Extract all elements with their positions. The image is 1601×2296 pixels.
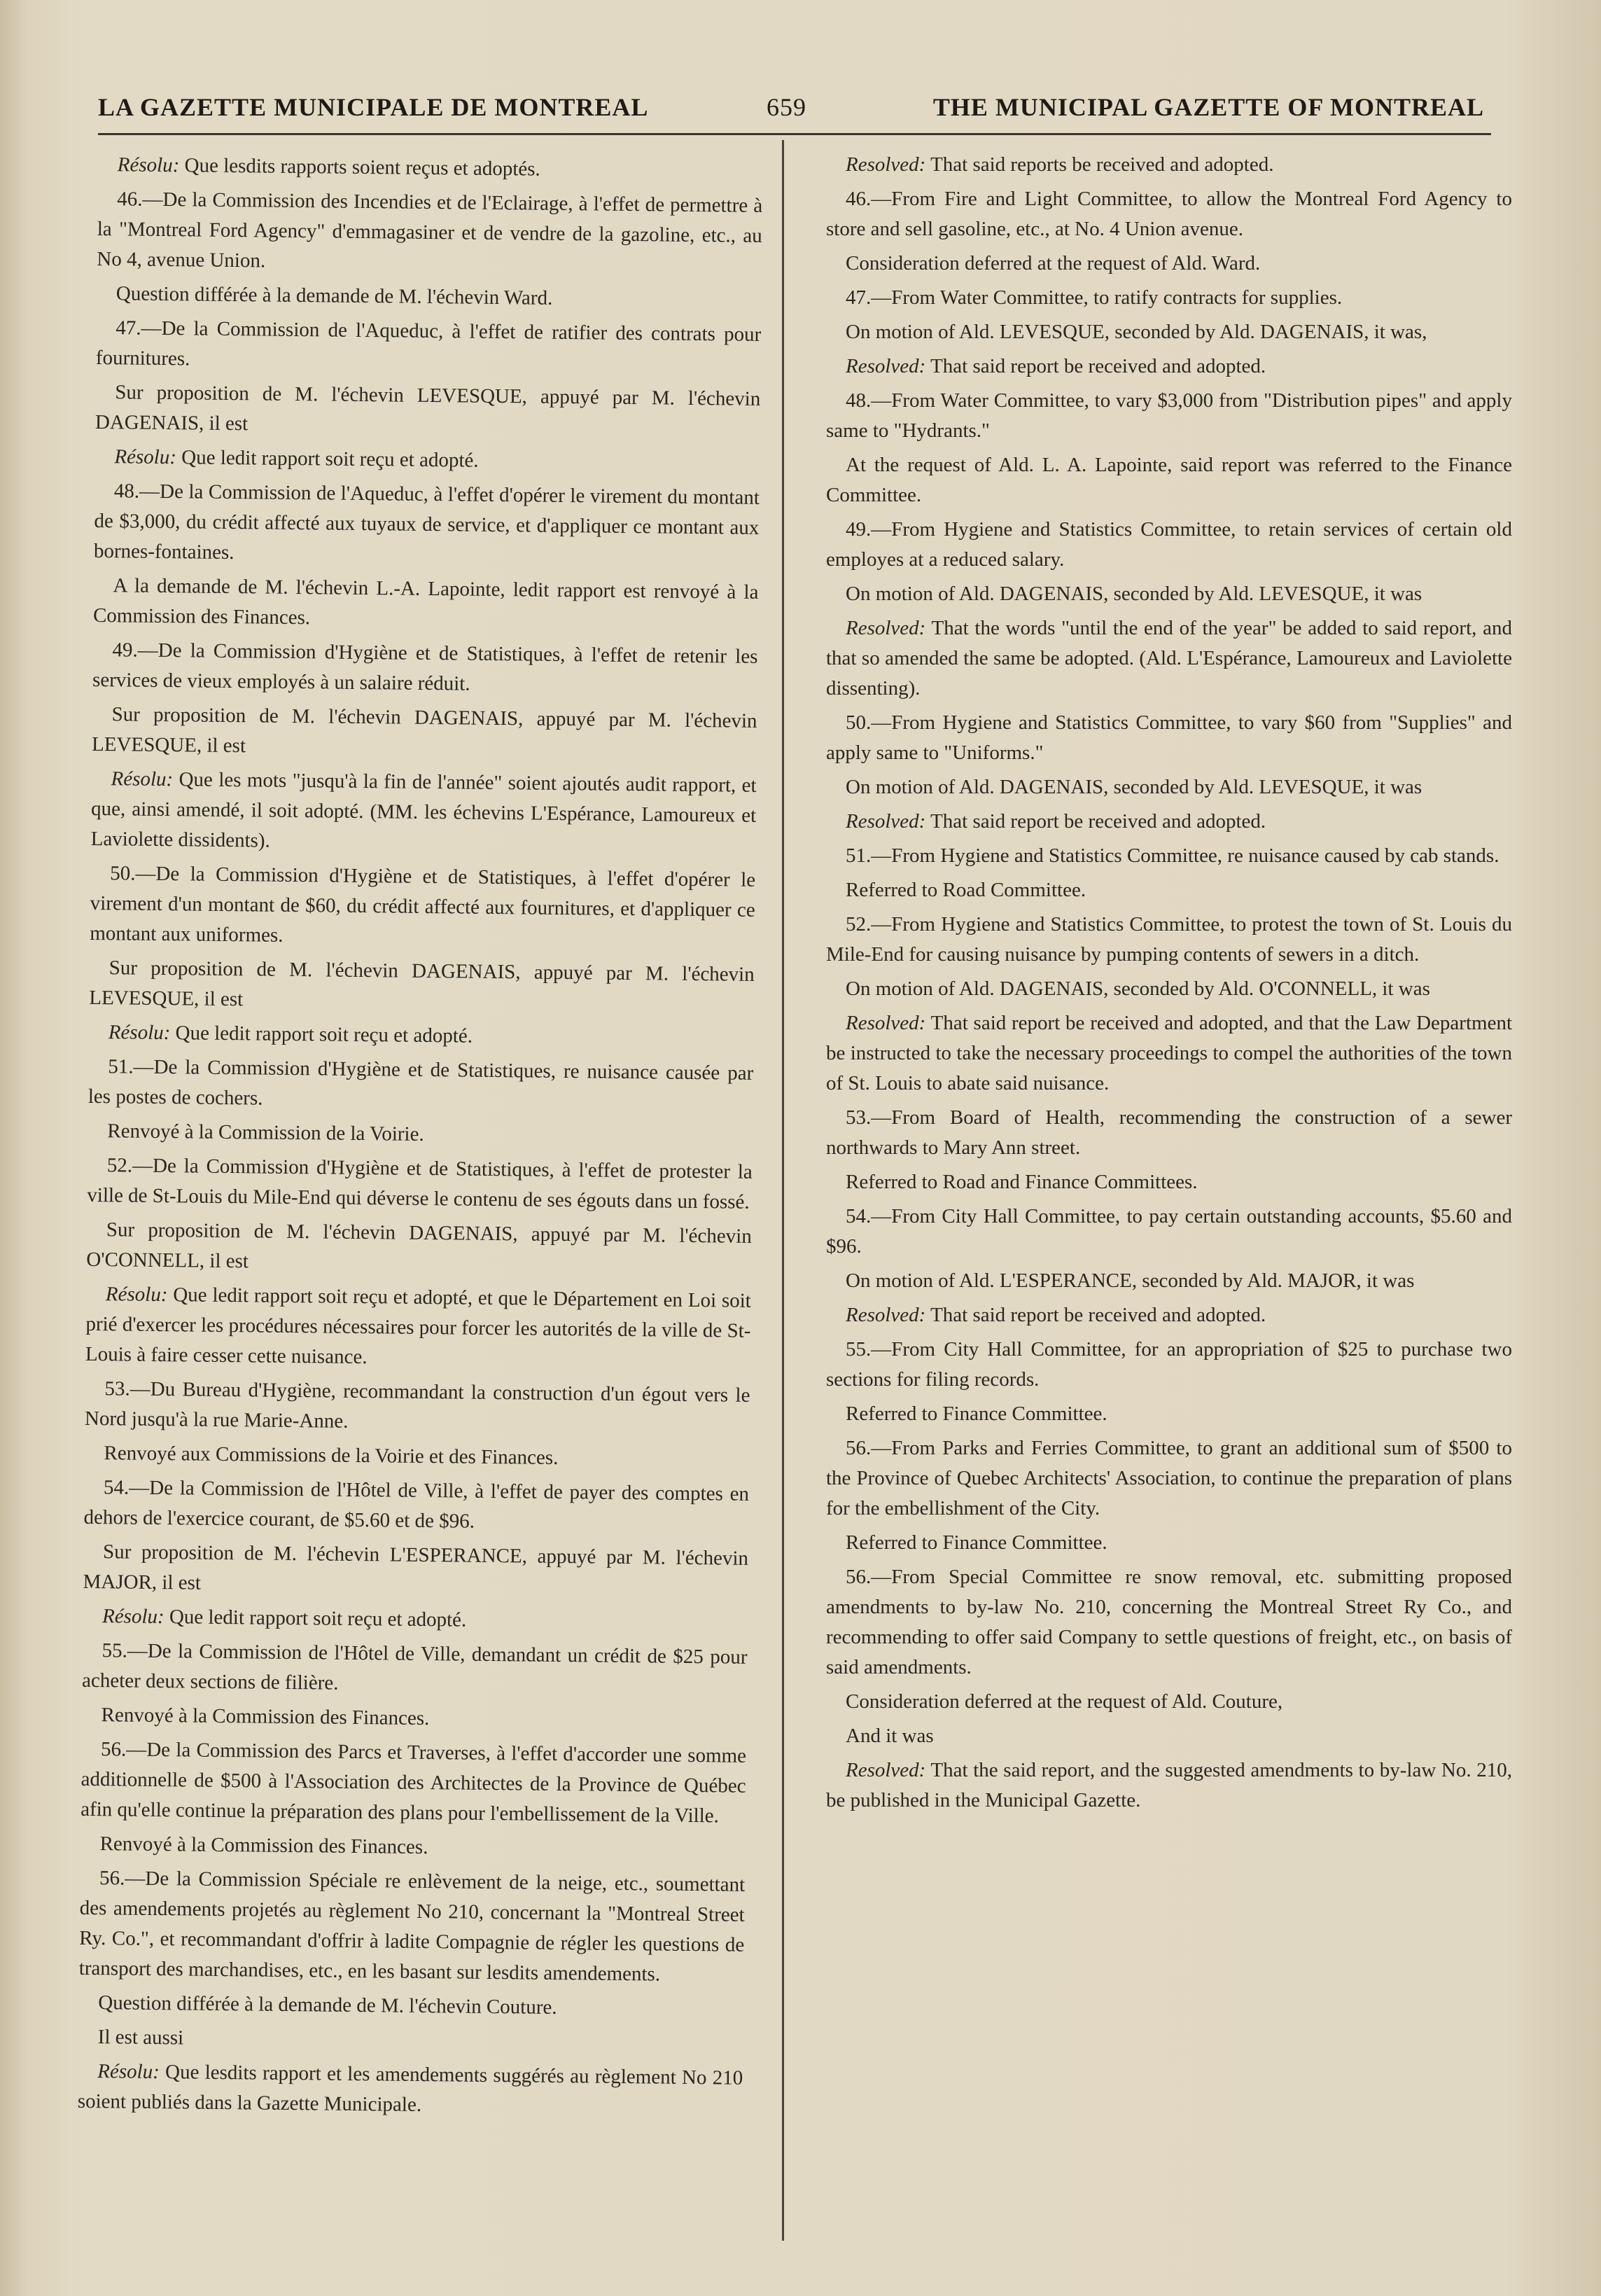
paragraph-text: 54.—De la Commission de l'Hôtel de Ville, à l'effet de payer des comptes en dehors de l'exercice courant, de $5.60 et de $96.: [83, 1476, 750, 1533]
header-rule: [98, 133, 1491, 135]
paragraph: [826, 317, 1512, 347]
paragraph: [95, 442, 760, 479]
resolution-label: Résolu:: [102, 1605, 165, 1629]
page-number: 659: [767, 93, 806, 121]
paragraph-text: Question différée à la demande de M. l'échevin Ward.: [116, 282, 553, 309]
paragraph-text: 54.—From City Hall Committee, to pay certain outstanding accounts, $5.60 and $96.: [826, 1205, 1512, 1258]
paragraph: [83, 1473, 749, 1540]
english-column: [826, 150, 1512, 1820]
paragraph: [826, 184, 1512, 244]
paragraph: [826, 1266, 1512, 1296]
paragraph: [826, 150, 1512, 180]
paragraph: [86, 1215, 752, 1282]
resolution-label: Résolu:: [97, 2060, 160, 2084]
resolution-label: Résolu:: [108, 1021, 171, 1045]
paragraph: [826, 1202, 1512, 1262]
paragraph-text: Que ledit rapport soit reçu et adopté.: [175, 1022, 473, 1048]
paragraph-text: Question différée à la demande de M. l'échevin Couture.: [98, 1991, 557, 2019]
paragraph: [97, 184, 762, 281]
paragraph: [826, 450, 1512, 510]
paragraph-text: That said report be received and adopted.: [930, 355, 1266, 377]
resolution-label: Resolved:: [846, 355, 926, 377]
paragraph: [93, 571, 759, 638]
paragraph-text: 53.—Du Bureau d'Hygiène, recommandant la construction d'un égout vers le Nord jusqu'à la rue Marie-Anne.: [84, 1377, 750, 1433]
paragraph-text: 47.—De la Commission de l'Aqueduc, à l'effet de ratifier des contrats pour fournitures.: [95, 316, 762, 370]
resolution-label: Resolved:: [846, 1304, 926, 1326]
paragraph: [826, 1721, 1512, 1751]
column-divider: [782, 140, 784, 2241]
paragraph-text: 48.—From Water Committee, to vary $3,000 from "Distribution pipes" and apply same to "Hydrants.": [826, 389, 1512, 442]
paragraph-text: That said report be received and adopted.: [930, 810, 1266, 833]
resolution-label: Resolved:: [846, 1012, 926, 1034]
paragraph-text: 50.—De la Commission d'Hygiène et de Statistiques, à l'effet d'opérer le virement d'un montant de $60, du crédit affecté aux fournitures, et d'appliquer ce montant aux uniformes.: [90, 862, 756, 947]
resolution-label: Resolved:: [846, 617, 926, 639]
paragraph-text: 53.—From Board of Health, recommending the construction of a sewer northwards to Mary Ann street.: [826, 1106, 1512, 1159]
paragraph: [826, 249, 1512, 279]
paragraph-text: 46.—From Fire and Light Committee, to allow the Montreal Ford Agency to store and sell gasoline, etc., at No. 4 Union avenue.: [826, 188, 1512, 240]
paragraph-text: 48.—De la Commission de l'Aqueduc, à l'effet d'opérer le virement du montant de $3,000, du crédit affecté aux tuyaux de service, et d'appliquer ce montant aux bornes-fontaines.: [93, 480, 760, 564]
paragraph: [826, 1755, 1512, 1816]
paragraph: [88, 1116, 753, 1153]
paragraph-text: Consideration deferred at the request of Ald. Couture,: [846, 1690, 1283, 1713]
paragraph: [89, 1017, 754, 1055]
paragraph: [826, 708, 1512, 768]
paragraph: [78, 2022, 743, 2059]
paragraph-text: 56.—From Special Committee re snow removal, etc. submitting proposed amendments to by-law No. 210, concerning the Montreal Street Ry Co., and recommending to offer said Company to settle questions of freight, etc., on basis of said amendments.: [826, 1566, 1512, 1678]
paragraph: [98, 150, 763, 187]
paragraph-text: Sur proposition de M. l'échevin LEVESQUE, appuyé par M. l'échevin DAGENAIS, il est: [95, 381, 761, 436]
paragraph-text: Que ledit rapport soit reçu et adopté, et que le Département en Loi soit prié d'exercer les procédures nécessaires pour forcer les autorités de la ville de St-Louis à faire cesser cette nuisance.: [85, 1283, 752, 1369]
paragraph: [94, 476, 760, 573]
paragraph-text: Que ledit rapport soit reçu et adopté.: [169, 1606, 467, 1631]
paragraph-text: Consideration deferred at the request of Ald. Ward.: [846, 252, 1261, 274]
paragraph: [78, 2057, 743, 2124]
paragraph-text: 51.—De la Commission d'Hygiène et de Statistiques, re nuisance causée par les postes de cochers.: [88, 1055, 754, 1110]
paragraph-text: 52.—From Hygiene and Statistics Committee, to protest the town of St. Louis du Mile-End for causing nuisance by pumping contents of sewers in a ditch.: [826, 913, 1512, 966]
paragraph: [89, 953, 755, 1020]
paragraph-text: 46.—De la Commission des Incendies et de l'Eclairage, à l'effet de permettre à la "Montreal Ford Agency" d'emmagasiner et de vendre de la gazoline, etc., au No 4, avenue Union.: [97, 188, 763, 272]
paragraph-text: 49.—De la Commission d'Hygiène et de Statistiques, à l'effet de retenir les services de vieux employés à un salaire réduit.: [92, 639, 758, 695]
header-english-title: THE MUNICIPAL GAZETTE OF MONTREAL: [932, 93, 1484, 121]
paragraph-text: 49.—From Hygiene and Statistics Committee, to retain services of certain old employes at a reduced salary.: [826, 518, 1512, 571]
paragraph-text: Il est aussi: [97, 2026, 184, 2050]
paragraph-text: Referred to Finance Committee.: [846, 1531, 1107, 1554]
paragraph: [78, 1988, 743, 2025]
paragraph: [826, 910, 1512, 970]
paragraph-text: Sur proposition de M. l'échevin DAGENAIS, appuyé par M. l'échevin LEVESQUE, il est: [91, 703, 757, 758]
paragraph: [95, 377, 761, 445]
paragraph-text: Que les mots "jusqu'à la fin de l'année" soient ajoutés audit rapport, et que, ainsi amendé, il soit adopté. (MM. les échevins L'Espérance, Lamoureux et Laviolette dissidents).: [90, 768, 757, 852]
paragraph: [826, 1167, 1512, 1197]
paragraph: [88, 1052, 754, 1119]
paragraph: [826, 1687, 1512, 1717]
paragraph-text: And it was: [846, 1725, 934, 1747]
resolution-label: Resolved:: [846, 1759, 926, 1781]
paragraph: [826, 1399, 1512, 1429]
paragraph: [87, 1150, 753, 1218]
paragraph: [826, 386, 1512, 446]
paragraph: [81, 1700, 746, 1737]
paragraph: [826, 1528, 1512, 1558]
paragraph-text: Sur proposition de M. l'échevin DAGENAIS, appuyé par M. l'échevin LEVESQUE, il est: [89, 956, 755, 1011]
paragraph: [92, 700, 757, 767]
paragraph-text: On motion of Ald. L'ESPERANCE, seconded by Ald. MAJOR, it was: [846, 1269, 1415, 1292]
paragraph: [83, 1537, 748, 1604]
paragraph: [826, 283, 1512, 313]
resolution-label: Résolu:: [114, 445, 177, 469]
paragraph-text: Sur proposition de M. l'échevin L'ESPERANCE, appuyé par M. l'échevin MAJOR, il est: [83, 1540, 749, 1594]
paragraph-text: 56.—De la Commission Spéciale re enlèvement de la neige, etc., soumettant des amendements projetés au règlement No 210, concernant la "Montreal Street Ry. Co.", et recommandant d'offrir à ladite Compagnie de régler les questions de transport des marchandises, etc., en les basant sur lesdits amendements.: [78, 1867, 746, 1986]
paragraph-text: Que ledit rapport soit reçu et adopté.: [181, 446, 479, 472]
paragraph-text: Sur proposition de M. l'échevin DAGENAIS, appuyé par M. l'échevin O'CONNELL, il est: [86, 1218, 752, 1273]
paragraph: [80, 1829, 745, 1866]
paragraph: [92, 635, 758, 702]
paragraph-text: 51.—From Hygiene and Statistics Committee, re nuisance caused by cab stands.: [846, 844, 1499, 867]
paragraph: [826, 352, 1512, 382]
resolution-label: Résolu:: [117, 153, 180, 177]
paragraph-text: 56.—De la Commission des Parcs et Traverses, à l'effet d'accorder une somme additionnelle de $500 à l'Association des Architectes de la Province de Québec afin qu'elle continue la préparation des plans pour l'embellissement de la Ville.: [81, 1738, 747, 1828]
paragraph: [826, 1433, 1512, 1524]
resolution-label: Résolu:: [111, 767, 174, 791]
paragraph-text: That said report be received and adopted.: [930, 1304, 1266, 1326]
paragraph-text: A la demande de M. l'échevin L.-A. Lapointe, ledit rapport est renvoyé à la Commission des Finances.: [92, 574, 759, 629]
paragraph: [85, 1374, 750, 1441]
paragraph-text: That said reports be received and adopted.: [930, 153, 1274, 176]
paragraph: [83, 1601, 748, 1638]
paragraph-text: 52.—De la Commission d'Hygiène et de Statistiques, à l'effet de protester la ville de St-Louis du Mile-End qui déverse le contenu de ses égouts dans un fossé.: [87, 1154, 753, 1213]
paragraph: [826, 841, 1512, 871]
paragraph-text: 50.—From Hygiene and Statistics Committee, to vary $60 from "Supplies" and apply same to "Uniforms.": [826, 711, 1512, 764]
resolution-label: Resolved:: [846, 153, 926, 176]
paragraph: [79, 1863, 746, 1991]
resolution-label: Résolu:: [105, 1283, 168, 1307]
paragraph-text: 56.—From Parks and Ferries Committee, to grant an additional sum of $500 to the Province of Quebec Architects' Association, to continue the preparation of plans for the embellishment of the City.: [826, 1437, 1512, 1519]
french-column: [78, 150, 763, 2128]
paragraph: [826, 875, 1512, 905]
header-french-title: LA GAZETTE MUNICIPALE DE MONTREAL: [98, 93, 649, 121]
page-header: [98, 83, 1498, 132]
paragraph: [84, 1438, 749, 1475]
paragraph-text: 55.—From City Hall Committee, for an appropriation of $25 to purchase two sections for filing records.: [826, 1338, 1512, 1391]
paragraph: [826, 579, 1512, 609]
paragraph-text: Referred to Finance Committee.: [846, 1403, 1107, 1425]
paragraph: [85, 1279, 751, 1377]
paragraph-text: Que lesdits rapports soient reçus et adoptés.: [184, 154, 540, 181]
paragraph-text: 55.—De la Commission de l'Hôtel de Ville, demandant un crédit de $25 pour acheter deux sections de filière.: [81, 1639, 748, 1695]
paragraph: [826, 807, 1512, 837]
paragraph-text: That said report be received and adopted, and that the Law Department be instructed to take the necessary proceedings to compel the authorities of the town of St. Louis to abate said nuisance.: [826, 1012, 1512, 1094]
resolution-label: Resolved:: [846, 810, 926, 833]
paragraph: [826, 1335, 1512, 1395]
paragraph: [826, 1300, 1512, 1330]
paragraph: [82, 1636, 748, 1703]
paragraph: [826, 613, 1512, 704]
paragraph: [826, 772, 1512, 802]
paragraph-text: Renvoyé à la Commission des Finances.: [101, 1704, 430, 1730]
paragraph-text: That the said report, and the suggested amendments to by-law No. 210, be published in the Municipal Gazette.: [826, 1759, 1512, 1811]
paragraph-text: On motion of Ald. LEVESQUE, seconded by Ald. DAGENAIS, it was,: [846, 321, 1427, 343]
paragraph-text: On motion of Ald. DAGENAIS, seconded by Ald. LEVESQUE, it was: [846, 776, 1422, 798]
paragraph: [90, 858, 755, 956]
paragraph: [97, 279, 762, 316]
paragraph-text: Referred to Road and Finance Committees.: [846, 1171, 1198, 1193]
paragraph: [81, 1734, 746, 1832]
paragraph-text: On motion of Ald. DAGENAIS, seconded by Ald. LEVESQUE, it was: [846, 583, 1422, 605]
paragraph-text: Referred to Road Committee.: [846, 879, 1086, 901]
paragraph: [826, 1008, 1512, 1099]
paragraph: [826, 1103, 1512, 1163]
paragraph-text: Renvoyé aux Commissions de la Voirie et des Finances.: [104, 1442, 559, 1469]
paragraph-text: Renvoyé à la Commission des Finances.: [99, 1832, 428, 1859]
paragraph: [826, 1562, 1512, 1683]
paragraph-text: On motion of Ald. DAGENAIS, seconded by Ald. O'CONNELL, it was: [846, 977, 1430, 1000]
paragraph: [826, 515, 1512, 575]
paragraph-text: 47.—From Water Committee, to ratify contracts for supplies.: [846, 286, 1343, 309]
paragraph-text: That the words "until the end of the year" be added to said report, and that so amended the same be adopted. (Ald. L'Espérance, Lamoureux and Laviolette dissenting).: [826, 617, 1512, 700]
paragraph-text: Renvoyé à la Commission de la Voirie.: [107, 1120, 424, 1146]
paragraph-text: At the request of Ald. L. A. Lapointe, said report was referred to the Finance Committee.: [826, 454, 1512, 506]
paragraph: [826, 974, 1512, 1004]
paragraph-text: Que lesdits rapport et les amendements suggérés au règlement No 210 soient publiés dans la Gazette Municipale.: [77, 2061, 743, 2116]
paragraph: [90, 764, 756, 861]
paragraph: [96, 313, 762, 380]
